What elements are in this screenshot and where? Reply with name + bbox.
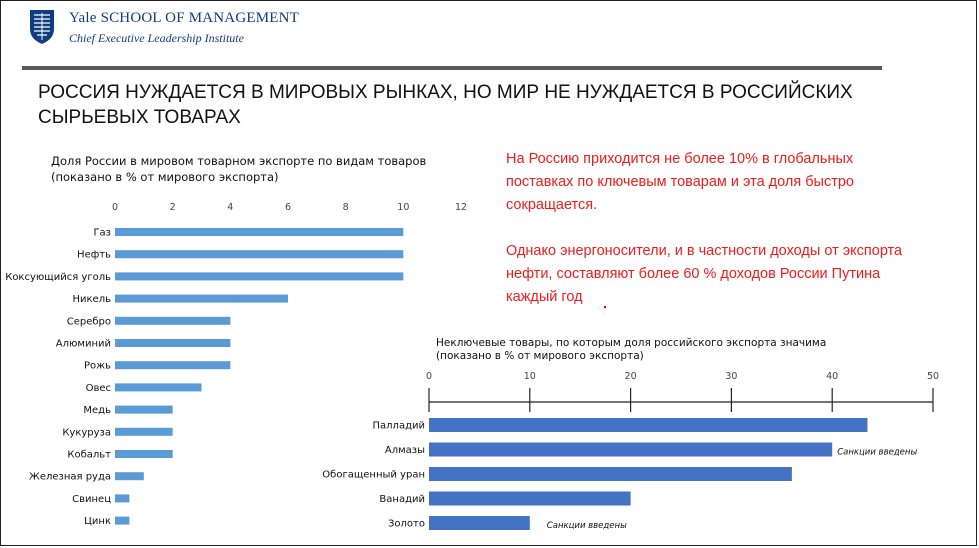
chart1-category-label-1: Нефть [77,249,111,261]
note-1: На Россию приходится не более 10% в глобальных поставках по ключевым товарам и эта доля быстро сокращается. [506,151,854,213]
chart1-subtitle: (показано в % от мирового экспорта) [51,170,279,184]
chart1-tick-label-2: 4 [227,202,234,213]
org-subtitle: Chief Executive Leadership Institute [69,31,244,45]
chart1-category-label-0: Газ [93,227,111,239]
chart2-category-label-3: Ванадий [379,494,425,505]
chart2-bar-2 [429,467,792,481]
chart2-bar-1 [429,443,832,457]
chart1-category-label-9: Кукуруза [62,427,111,439]
chart1-tick-label-1: 2 [169,202,176,213]
chart1-tick-label-5: 10 [397,202,410,213]
chart1-category-label-8: Медь [83,405,111,417]
chart1-category-label-13: Цинк [84,516,111,528]
chart1-tick-label-0: 0 [111,202,119,213]
chart2-tick-label-1: 10 [523,371,536,382]
chart1-category-label-12: Свинец [72,493,111,505]
chart2-tick-label-3: 30 [725,371,738,382]
chart2-title: Неключевые товары, по которым доля российского экспорта значима [436,337,827,349]
org-name: Yale SCHOOL OF MANAGEMENT [69,10,300,26]
slide-title: РОССИЯ НУЖДАЕТСЯ В МИРОВЫХ РЫНКАХ, НО МИР НЕ НУЖДАЕТСЯ В РОССИЙСКИХ СЫРЬЕВЫХ ТОВАРАХ [38,82,853,128]
note-2: Однако энергоносители, и в частности доходы от экспорта нефти, составляют более 60 % доходов России Путина каждый год [506,243,903,305]
chart1-category-label-7: Овес [85,382,111,394]
chart2-category-label-0: Палладий [372,420,425,432]
chart2-tick-label-4: 40 [826,371,839,382]
chart2-annotation-0: Санкции введены [837,447,918,458]
chart1-category-label-10: Кобальт [67,449,111,461]
chart2-category-label-2: Обогащенный уран [322,469,425,481]
chart2-bar-3 [429,492,631,506]
chart1-category-label-5: Алюминий [55,338,111,350]
chart2-category-label-1: Алмазы [384,445,425,456]
chart2-bar-4 [429,516,530,530]
chart1-tick-label-3: 6 [284,202,292,213]
chart2-tick-label-0: 0 [425,371,433,382]
chart1-tick-label-6: 12 [454,202,468,213]
chart2-annotation-1: Санкции введены [546,521,627,531]
chart2-tick-label-2: 20 [624,371,637,382]
chart1-category-label-3: Никель [72,294,111,306]
chart1-category-label-2: Коксующийся уголь [5,271,111,283]
chart1-category-label-6: Рожь [83,360,111,372]
chart2-category-label-4: Золото [388,518,425,530]
chart1-tick-label-4: 8 [342,202,349,213]
chart1-title: Доля России в мировом товарном экспорте по видам товаров [51,154,427,168]
chart2-tick-label-5: 50 [926,371,940,382]
chart1-category-label-11: Железная руда [29,471,111,483]
chart2-subtitle: (показано в % от мирового экспорта) [436,350,644,362]
chart2-bar-0 [429,418,867,432]
chart1-category-label-4: Серебро [66,316,111,328]
